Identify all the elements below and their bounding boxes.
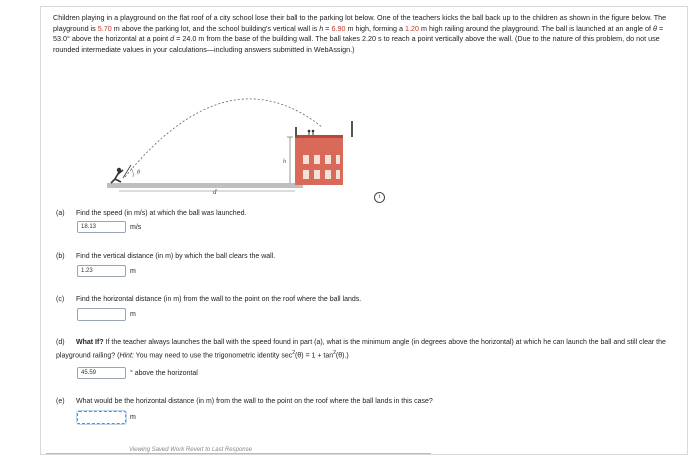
saved-work-link[interactable]: Viewing Saved Work Revert to Last Response — [126, 447, 255, 453]
bottom-bar — [41, 448, 689, 456]
part-d-input[interactable]: 45.59 — [77, 367, 126, 379]
ground — [107, 183, 303, 188]
part-c-unit: m — [130, 311, 136, 318]
playground-figure — [97, 77, 367, 197]
part-e-question: (e) What would be the horizontal distance (in m) from the wall to the point on the roof where the ball lands in this case? — [56, 398, 433, 405]
part-e-input[interactable] — [77, 411, 126, 424]
playground-height-value: 5.70 — [97, 23, 112, 33]
part-c-answer — [77, 308, 136, 321]
ball-trajectory — [125, 99, 322, 177]
railing-height-value: 1.20 — [405, 23, 420, 33]
part-b-input[interactable]: 1.23 — [77, 265, 126, 277]
part-d-question: (d) What If? If the teacher always launches the ball with the speed found in part (a), what is the minimum angle (in degrees above the horizontal) at which he can launch the ball and still clear the playground railing? (Hint: You may need to use the trigonometric identity $\sec^2(\theta) = 1 + \tan^2(\theta)$.) — [56, 339, 666, 360]
info-icon[interactable]: i — [374, 192, 385, 203]
d-label: d — [213, 188, 217, 196]
part-c-question: (c) Find the horizontal distance (in m) from the wall to the point on the roof where the ball lands. — [56, 296, 362, 303]
part-d-unit: ° above the horizontal — [130, 369, 198, 377]
part-c-input[interactable] — [77, 308, 126, 321]
teacher-figure — [111, 168, 123, 183]
part-b-answer — [77, 265, 136, 277]
footer-divider — [46, 453, 431, 454]
launch-vector — [123, 165, 131, 178]
part-a-question: (a) Find the speed (in m/s) at which the ball was launched. — [56, 210, 247, 217]
part-b-unit: m — [130, 267, 136, 275]
theta-label: θ — [137, 170, 140, 176]
part-a-unit: m/s — [130, 223, 142, 231]
school-building — [295, 121, 353, 185]
part-a-answer — [77, 221, 141, 233]
angle-value: 53.0° — [53, 34, 70, 44]
wall-height-value: 6.90 — [331, 23, 346, 33]
part-b-question: (b) Find the vertical distance (in m) by which the ball clears the wall. — [56, 253, 276, 260]
part-d-answer — [77, 367, 198, 379]
part-a-input[interactable]: 18.13 — [77, 221, 126, 233]
question-panel — [40, 6, 688, 455]
problem-statement: Children playing in a playground on the flat roof of a city school lose their ball to the parking lot below. One of the teachers kicks the ball back up to the children as shown in the figure below. The playground is 5.70 m above the parking lot, and the school building's vertical wall is h = 6.90 m high, forming a 1.20 m high railing around the playground. The ball is launched at an angle of θ = 53.0° above the horizontal at a point d = 24.0 m from the base of the building wall. The ball takes 2.20 s to reach a point vertically above the wall. (Due to the nature of this problem, do not use rounded intermediate values in your calculations—including answers submitted in WebAssign.) — [53, 13, 667, 54]
h-label: h — [283, 159, 286, 165]
part-e-answer — [77, 411, 136, 424]
part-e-unit: m — [130, 414, 136, 421]
